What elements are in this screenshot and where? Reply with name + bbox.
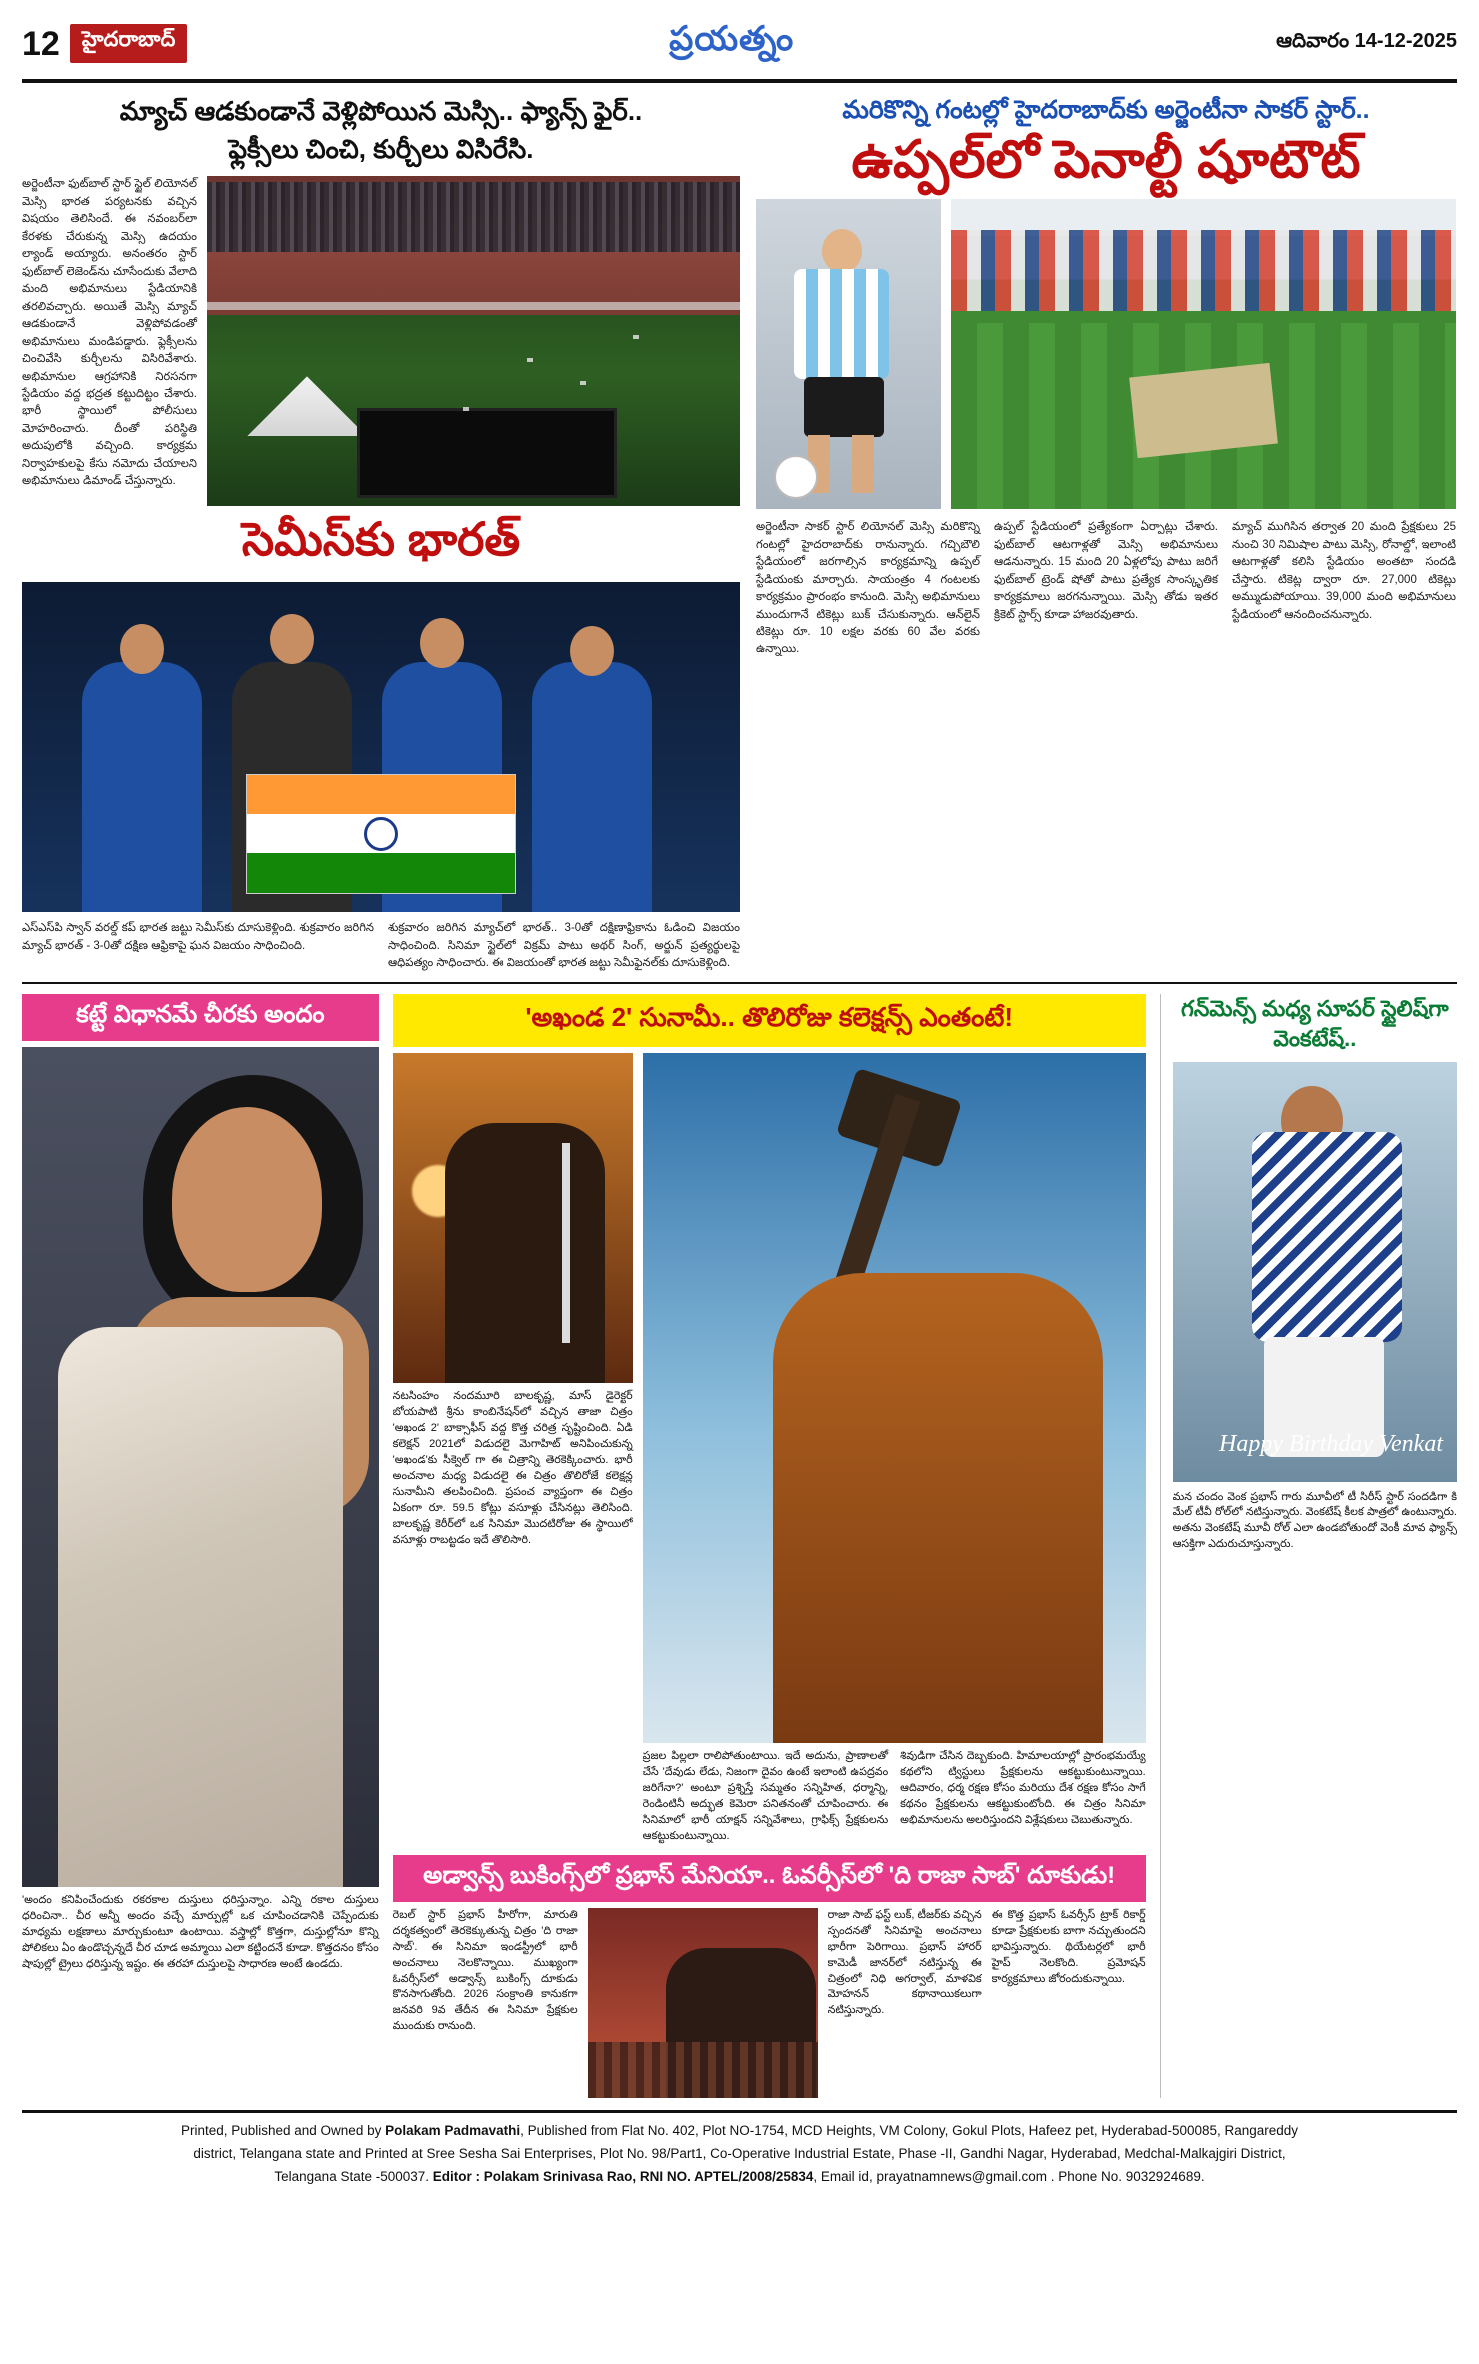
- stadium-crowd-photo: [207, 176, 740, 506]
- fashion-caption: 'అందం కనిపించేందుకు రకరకాల దుస్తులు ధరిస్తున్నాం. ఎన్ని రకాల దుస్తులు ధరించినా.. చీర అన్నీ అందం వచ్చే మార్పుల్లో ఒక చూపించడానికి చెప్పేందుకు మాధ్యమ లక్షణాలు మార్చుకుంటూ ఉంటాయి. వస్త్రాల్లో కొత్తగా, దుస్తుల్లోనూ కొన్ని పోలికలు ఏం ఉండొచ్చన్నదే చీర చూడ అమ్మాయి ఎలా కట్టిందనే కూడా. కొత్తదనం కోసం షాపుల్లో ట్రైలు ధరిస్తున్న ఇష్టం. ఈ తరహా దుస్తులపై సాధారణ అంటే ఉండదు.: [22, 1894, 379, 1970]
- prabhas-col-1: రెబల్ స్టార్ ప్రభాస్ హీరోగా, మారుతి దర్శకత్వంలో తెరకెక్కుతున్న చిత్రం 'ది రాజా సాబ్'. ఈ సినిమా ఇండస్ట్రీలో భారీ అంచనాలు నెలకొన్నాయి. ముఖ్యంగా ఓవర్సీస్‌లో అడ్వాన్స్ బుకింగ్స్ దూకుడు కొనసాగుతోంది. 2026 సంక్రాంతి కానుకగా జనవరి 9వ తేదీన ఈ సినిమా ప్రేక్షకుల ముందుకు రానుంది.: [392, 1908, 578, 2033]
- messi-headline-line1: మ్యాచ్ ఆడకుండానే వెళ్లిపోయిన మెస్సి.. ఫ్యాన్స్ ఫైర్..: [119, 96, 643, 126]
- footer-line-1: [22, 2121, 1457, 2141]
- messi-article: [22, 93, 740, 972]
- prabhas-row: [393, 1908, 1146, 2098]
- uppal-article: [756, 93, 1456, 972]
- messi-article-text: అర్జెంటీనా ఫుట్‌బాల్ స్టార్ స్టైల్ లియోనల్ మెస్సి భారత పర్యటనకు వచ్చిన విషయం తెలిసిందే. ఈ నవంబర్‌లా కేరళకు చేరుకున్న మెస్సి ఉదయం ల్యాండ్ అయ్యారు. అనంతరం స్టార్ ఫుట్‌బాల్ లెజెండ్‌ను చూసేందుకు వేలాది మంది అభిమానులు స్టేడియానికి తరలివచ్చారు. అయితే మెస్సి మ్యాచ్ ఆడకుండానే వెళ్లిపోవడంతో అభిమానులు మండిపడ్డారు. ఫ్లెక్సీలను చించివేసి కుర్చీలను విసిరివేశారు. అభిమానుల ఆగ్రహానికి నిరసనగా స్టేడియం వద్ద భద్రత కట్టుదిట్టం చేశారు. భారీ స్థాయిలో పోలీసులు మోహరించారు. దీంతో పరిస్థితి అదుపులోకి వచ్చింది. కార్యక్రమ నిర్వాహకులపై కేసు నమోదు చేయాలని అభిమానులు డిమాండ్ చేస్తున్నారు.: [22, 178, 197, 488]
- akhanda-band: 'అఖండ 2' సునామీ.. తొలిరోజు కలెక్షన్స్ ఎంతంటే!: [393, 994, 1146, 1047]
- india-team-photo: [22, 582, 740, 912]
- fashion-band: కట్టే విధానమే చీరకు అందం: [22, 994, 379, 1041]
- footer-line-2: district, Telangana state and Printed at Sree Sesha Sai Enterprises, Plot No. 98/Part1, Co-Operative Industrial Estate, Phase -II, Gandhi Nagar, Hyderabad, Medchal-Malkajgiri District,: [193, 2146, 1286, 2161]
- messi-article-body-row: [22, 176, 740, 506]
- movies-column: [393, 994, 1146, 2098]
- akhanda-text-row: [643, 1749, 1146, 1845]
- masthead-left: [22, 24, 187, 63]
- semis-captions: [22, 920, 740, 972]
- akhanda-col-1: నటసింహం నందమూరి బాలకృష్ణ, మాస్ డైరెక్టర్ బోయపాటి శ్రీను కాంబినేషన్‌లో వచ్చిన తాజా చిత్రం 'అఖండ 2' బాక్సాఫీస్ వద్ద కొత్త చరిత్ర సృష్టించింది. ఏడి కలెక్షన్ 2021లో విడుదలై మెగాహిట్ అనిపించుకున్న 'అఖండ'కు సీక్వెల్ గా ఈ చిత్రాన్ని తెరకెక్కించారు. భారీ అంచనాల మధ్య విడుదలై ఈ చిత్రం తొలిరోజే కలెక్షన్ల సునామీని తలపించింది. ప్రపంచ వ్యాప్తంగా ఈ చిత్రం ఏకంగా రూ. 59.5 కోట్లు వసూళ్లు చేసినట్లు తెలిసింది. బాలకృష్ణ కెరీర్‌లో ఒక సినిమా మొదటిరోజు ఈ స్థాయిలో వసూళ్లు రాబట్టడం ఇదే తొలిసారి.: [392, 1390, 633, 1546]
- semis-caption-1: ఎస్‌ఎస్‌పి స్వాన్ వరల్డ్ కప్ భారత జట్టు సెమీస్‌కు దూసుకెళ్లింది. శుక్రవారం జరిగిన మ్యాచ్ భారత్ - 3-0తో దక్షిణ ఆఫ్రికాపై ఘన విజయం సాధించింది.: [22, 922, 374, 952]
- footer-line3-post: , Email id, prayatnamnews@gmail.com . Phone No. 9032924689.: [813, 2169, 1205, 2185]
- akhanda-poster-large: [643, 1053, 1146, 1743]
- city-tag: హైదరాబాద్: [70, 24, 188, 63]
- akhanda-col-2: ప్రజల పిల్లలా రాలిపోతుంటాయి. ఇదే అదును, ప్రాణాలతో చేసే 'దేవుడు లేడు, నిజంగా దైవం ఉంటే ఇలాంటి ఉపద్రవం జరిగేనా?' అంటూ ప్రశ్నిస్తే సమ్మతం సన్నిహిత, ధర్మాన్ని, రెండింటినీ అద్భుత కెమెరా పనితనంతో చూపించారు. ఈ సినిమాలో భారీ యాక్షన్ సన్నివేశాలు, గ్రాఫిక్స్ ప్రేక్షకులను ఆకట్టుకుంటున్నాయి.: [642, 1750, 889, 1842]
- section-divider: [22, 982, 1457, 984]
- venkatesh-caption: మన చందం వెంక ప్రభాస్ గారు మూవీలో టీ సిరీస్ స్టార్ సందడిగా కి మేల్ టీవీ రోల్‌లో నటిస్తున్నారు. వెంకటేష్ కీలక పాత్రలో ఉంటున్నారు. అతను వెంకటేష్ మూవీ రోల్ ఎలా ఉండబోతుందో వెంకీ మావ ఫ్యాన్స్ ఆసక్తిగా ఎదురుచూస్తున్నారు.: [1172, 1490, 1457, 1551]
- prabhas-band: అడ్వాన్స్ బుకింగ్స్‌లో ప్రభాస్ మేనియా.. ఓవర్సీస్‌లో 'ది రాజా సాబ్' దూకుడు!: [393, 1855, 1146, 1902]
- prabhas-photo: [588, 1908, 818, 2098]
- entertainment-section: [22, 994, 1457, 2098]
- akhanda-poster-small: [393, 1053, 633, 1383]
- footer-owner: Polakam Padmavathi: [385, 2122, 521, 2138]
- prabhas-col-3: ఈ కొత్త ప్రభాస్ ఓవర్సీస్ ట్రాక్ రికార్డ్ కూడా ప్రేక్షకులకు బాగా నచ్చుతుందని భావిస్తున్నారు. థియేటర్లలో భారీ హైప్ నెలకొంది. ప్రమోషన్ కార్యక్రమాలు జోరందుకున్నాయి.: [991, 1908, 1146, 1985]
- footer-line-3: [22, 2167, 1457, 2187]
- uppal-col-1: అర్జెంటీనా సాకర్ స్టార్ లియోనల్ మెస్సి మరికొన్ని గంటల్లో హైదరాబాద్‌కు రానున్నారు. గచ్చిబౌలి స్టేడియంలో జరగాల్సిన కార్యక్రమాన్ని ఉప్పల్ స్టేడియంకు మార్చారు. సాయంత్రం 4 గంటలకు కార్యక్రమం ప్రారంభం కానుంది. మెస్సి అభిమానులు ముందుగానే టికెట్లు బుక్ చేసుకున్నారు. ఆన్‌లైన్ టికెట్లు రూ. 10 లక్షల వరకు 60 వేల వరకు ఉన్నాయి.: [756, 521, 980, 656]
- prabhas-col-2: రాజా సాబ్ ఫస్ట్ లుక్, టీజర్‌కు వచ్చిన స్పందనతో సినిమాపై అంచనాలు భారీగా పెరిగాయి. ప్రభాస్ హారర్ కామెడీ జానర్‌లో నటిస్తున్న ఈ చిత్రంలో నిధి అగర్వాల్, మాళవిక మోహనన్ కథానాయికలుగా నటిస్తున్నారు.: [827, 1908, 982, 2017]
- uppal-photo-row: [756, 199, 1456, 509]
- masthead: [22, 14, 1457, 75]
- venkatesh-photo: Happy Birthday Venkat: [1173, 1062, 1457, 1482]
- messi-player-photo: [756, 199, 941, 509]
- venkatesh-article: [1160, 994, 1457, 2098]
- footer-editor: Editor : Polakam Srinivasa Rao, RNI NO. APTEL/2008/25834: [432, 2169, 814, 2185]
- footer-line3-pre: Telangana State -500037.: [274, 2169, 433, 2185]
- footer-line1-post: , Published from Flat No. 402, Plot NO-1754, MCD Heights, VM Colony, Gokul Plots, Hafeez pet, Hyderabad-500085, Rangareddy: [520, 2122, 1299, 2138]
- publication-date: ఆదివారం 14-12-2025: [1276, 30, 1457, 52]
- venkatesh-band: గన్‌మెన్స్ మధ్య సూపర్ స్టైలిష్‌గా వెంకటేష్..: [1181, 996, 1449, 1051]
- uppal-col-2: ఉప్పల్ స్టేడియంలో ప్రత్యేకంగా ఏర్పాట్లు చేశారు. ఫుట్‌బాల్ ఆటగాళ్లతో మెస్సి అభిమానులు ఆడనున్నారు. 15 మంది 20 ఏళ్లలోపు పాటు జరిగే ఫుట్‌బాల్ ట్రెండ్ షోతో పాటు ప్రత్యేక సాంస్కృతిక కార్యక్రమాలు జరగనున్నాయి. మెస్సి తోడు ఇతర క్రికెట్ స్టార్స్ కూడా హాజరవుతారు.: [994, 521, 1218, 621]
- uppal-headline-red: ఉప్పల్‌లో పెనాల్టీ షూటౌట్: [851, 131, 1361, 189]
- uppal-headline-blue: మరికొన్ని గంటల్లో హైదరాబాద్‌కు అర్జెంటీనా సాకర్ స్టార్..: [842, 96, 1370, 124]
- fashion-article: [22, 994, 379, 2098]
- masthead-rule: [22, 79, 1457, 83]
- top-section: [22, 93, 1457, 972]
- footer-line1-pre: Printed, Published and Owned by: [180, 2122, 386, 2138]
- publication-title: ప్రయత్నం: [669, 20, 795, 58]
- uppal-body-columns: [756, 519, 1456, 659]
- akhanda-media-row: [393, 1053, 1146, 1845]
- messi-headline-line2: ఫ్లెక్సీలు చించి, కుర్చీలు విసిరేసి.: [228, 133, 534, 164]
- uppal-col-3: మ్యాచ్ ముగిసిన తర్వాత 20 మంది ప్రేక్షకులు 25 నుంచి 30 నిమిషాల పాటు మెస్సి, రోనాల్డో, ఇలాంటి ఆటగాళ్లతో కలిసి స్టేడియం అంతటా సందడి చేస్తారు. టికెట్ల ద్వారా రూ. 27,000 టికెట్లు అమ్ముడుపోయాయి. 39,000 మంది అభిమానులు స్టేడియంలో ఆనందించనున్నారు.: [1232, 521, 1456, 621]
- page-number: 12: [22, 24, 60, 63]
- footer-imprint: [22, 2110, 1457, 2188]
- akhanda-col-3: శివుడిగా చేసిన దెబ్బకుంది. హిమాలయాల్లో ప్రారంభమయ్యే కథలోని ట్విస్టులు ప్రేక్షకులను ఆకట్టుకుంటున్నాయి. ఆదివారం, ధర్మ రక్షణ కోసం మరియు దేశ రక్షణ కోసం సాగే కథనం ప్రేక్షకులను ఆకట్టుకుంటోంది. ఈ చిత్రం సినిమా అభిమానులను అలరిస్తుందని విశ్లేషకులు చెబుతున్నారు.: [900, 1750, 1146, 1826]
- semis-caption-2: శుక్రవారం జరిగిన మ్యాచ్‌లో భారత్.. 3-0తో దక్షిణాఫ్రికాను ఓడించి విజయం సాధించింది. సినిమా స్టైల్‌లో విక్రమ్ పాటు అథర్ సింగ్, అర్జున్ ప్రత్యర్థులపై ఆధిపత్యం సాధించారు. ఈ విజయంతో భారత జట్టు సెమీఫైనల్‌కు దూసుకెళ్లింది.: [388, 922, 740, 969]
- semis-headline: సెమీస్‌కు భారత్: [241, 513, 521, 566]
- uppal-stadium-photo: [951, 199, 1456, 509]
- actress-photo: [22, 1047, 379, 1887]
